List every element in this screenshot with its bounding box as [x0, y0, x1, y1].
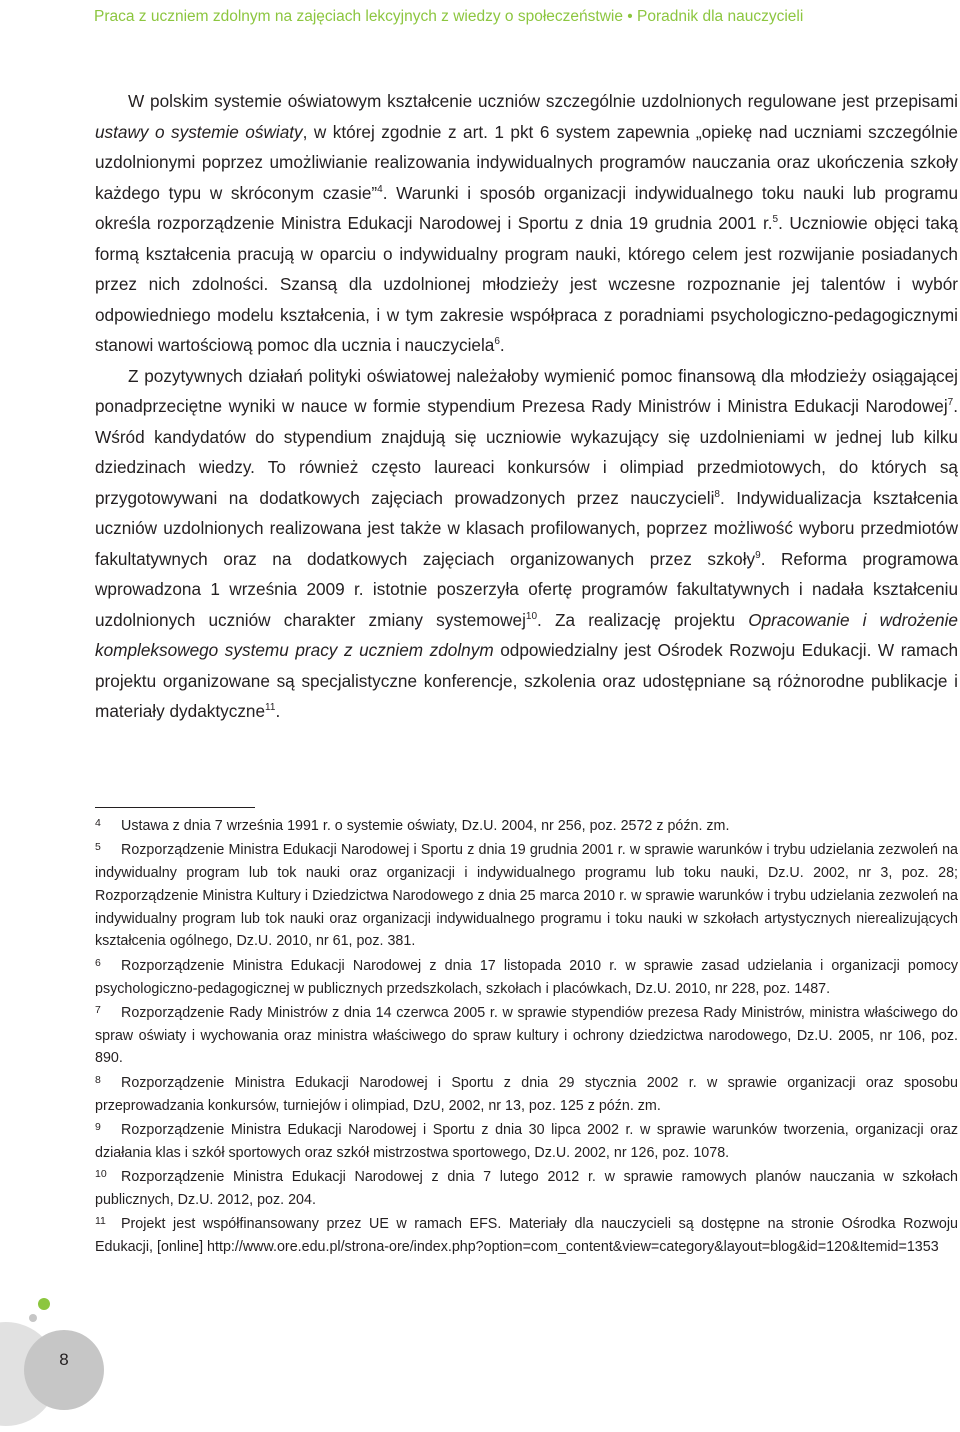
paragraph-2: Z pozytywnych działań polityki oświatowej należałoby wymienić pomoc finansową dla młodzieży osiągającej ponadprzeciętne wyniki w nauce w formie stypendium Prezesa Rady Ministrów i Ministra Edukacji Narodowej$^7$. Wśród kandydatów do stypendium znajdują się uczniowie wykazujący się uzdolnieniami w jednej lub kilku dziedzinach wiedzy. To również często laureaci konkursów i olimpiad przedmiotowych, do których są przygotowywani na dodatkowych zajęciach prowadzonych przez nauczycieli$^8$. Indywidualizacja kształcenia uczniów uzdolnionych realizowana jest także w klasach profilowanych, poprzez możliwość wyboru przedmiotów fakultatywnych oraz na dodatkowych zajęciach organizowanych przez szkoły$^9$. Reforma programowa wprowadzona 1 września 2009 r. istotnie poszerzyła ofertę programów fakultatywnych i nadała kształceniu uzdolnionych uczniów charakter zmiany systemowej$^{10}$. Za realizację projektu Opracowanie i wdrożenie kompleksowego systemu pracy z uczniem zdolnym odpowiedzialny jest Ośrodek Rozwoju Edukacji. W ramach projektu organizowane są specjalistyczne konferencje, szkolenia oraz udostępniane są różnorodne publikacje i materiały dydaktyczne$^{11}$. — [95, 365, 959, 721]
footnote-10: 10 Rozporządzenie Ministra Edukacji Narodowej z dnia 7 lutego 2012 r. w sprawie ramowych planów nauczania w szkołach publicznych, Dz.U. 2012, poz. 204. — [95, 1167, 958, 1208]
footnote-separator — [95, 807, 255, 808]
footnote-ref-6[interactable]: 6 — [494, 336, 500, 347]
footnote-5: 5 Rozporządzenie Ministra Edukacji Narodowej i Sportu z dnia 19 grudnia 2001 r. w sprawie warunków i trybu udzielania zezwoleń na indywidualny program lub tok nauki oraz organizacji i indywidualnego programu lub toku nauki, Dz.U. 2002, nr 3, poz. 28; Rozporządzenie Ministra Kultury i Dziedzictwa Narodowego z dnia 25 marca 2010 r. w sprawie warunków i trybu udzielania zezwoleń na indywidualny program lub tok nauki oraz organizacji indywidualnego programu i toku nauki w szkołach artystycznych nierealizujących kształcenia ogólnego, Dz.U. 2010, nr 61, poz. 381. — [95, 841, 958, 950]
main-text — [95, 86, 958, 727]
footnote-ref-8[interactable]: 8 — [714, 488, 720, 500]
project-title: Opracowanie i wdrożenie kompleksowego systemu pracy z uczniem zdolnym — [95, 609, 958, 660]
footnote-ref-10[interactable]: 10 — [525, 610, 538, 622]
footnote-4: 4 Ustawa z dnia 7 września 1991 r. o systemie oświaty, Dz.U. 2004, nr 256, poz. 2572 z późn. zm. — [95, 817, 730, 834]
footnote-ref-11[interactable]: 11 — [265, 702, 276, 713]
footnote-ref-4[interactable]: 4 — [377, 183, 383, 195]
running-header: Praca z uczniem zdolnym na zajęciach lekcyjnych z wiedzy o społeczeństwie • Poradnik dla nauczycieli — [94, 8, 804, 25]
footnotes — [95, 815, 958, 1260]
decor-circle-page — [24, 1330, 104, 1410]
act-title: ustawy o systemie oświaty — [95, 121, 303, 142]
decor-dot-small — [29, 1314, 37, 1322]
page-number: 8 — [59, 1350, 69, 1369]
footnote-ref-9[interactable]: 9 — [755, 549, 761, 561]
footnote-6: 6 Rozporządzenie Ministra Edukacji Narodowej z dnia 17 listopada 2010 r. w sprawie zasad udzielania i organizacji pomocy psychologiczno-pedagogicznej w publicznych przedszkolach, szkołach i placówkach, Dz.U. 2010, nr 228, poz. 1487. — [95, 956, 958, 997]
paragraph-1: W polskim systemie oświatowym kształcenie uczniów szczególnie uzdolnionych regulowane jest przepisami ustawy o systemie oświaty, w której zgodnie z art. 1 pkt 6 system zapewnia „opiekę nad uczniami szczególnie uzdolnionymi poprzez umożliwianie realizowania indywidualnych programów nauczania oraz ukończenia szkoły każdego typu w skróconym czasie”$^4$. Warunki i sposób organizacji indywidualnego toku nauki lub programu określa rozporządzenie Ministra Edukacji Narodowej i Sportu z dnia 19 grudnia 2001 r.$^5$. Uczniowie objęci taką formą kształcenia pracują w oparciu o indywidualny program nauki, którego celem jest rozwijanie posiadanych przez nich zdolności. Szansą dla uzdolnionej młodzieży jest wczesne rozpoznanie jej talentów i wybór odpowiedniego modelu kształcenia, i w tym zakresie współpraca z poradniami psychologiczno-pedagogicznymi stanowi wartościową pomoc dla ucznia i nauczyciela$^6$. — [95, 91, 958, 355]
footnote-ref-7[interactable]: 7 — [947, 397, 954, 408]
footnote-11: 11 Projekt jest współfinansowany przez UE w ramach EFS. Materiały dla nauczycieli są dostępne na stronie Ośrodka Rozwoju Edukacji, [online] http://www.ore.edu.pl/strona-ore/index.php?option=com_content&view=category&layout=blog&id=120&Itemid=1353 — [95, 1215, 958, 1255]
footnote-ref-5[interactable]: 5 — [772, 214, 779, 225]
footnote-8: 8 Rozporządzenie Ministra Edukacji Narodowej i Sportu z dnia 29 stycznia 2002 r. w sprawie organizacji oraz sposobu przeprowadzania konkursów, turniejów i olimpiad, DzU, 2002, nr 13, poz. 125 z późn. zm. — [95, 1073, 958, 1114]
footnote-7: 7 Rozporządzenie Rady Ministrów z dnia 14 czerwca 2005 r. w sprawie stypendiów prezesa Rady Ministrów, ministra właściwego do spraw oświaty i wychowania oraz ministra właściwego do spraw kultury i ochrony dziedzictwa narodowego, Dz.U. 2005, nr 106, poz. 890. — [95, 1003, 958, 1067]
decor-dot-green — [38, 1298, 50, 1310]
footnote-9: 9 Rozporządzenie Ministra Edukacji Narodowej i Sportu z dnia 30 lipca 2002 r. w sprawie warunków tworzenia, organizacji oraz działania klas i szkół sportowych oraz szkół mistrzostwa sportowego, Dz.U. 2002, nr 126, poz. 1078. — [95, 1120, 958, 1161]
